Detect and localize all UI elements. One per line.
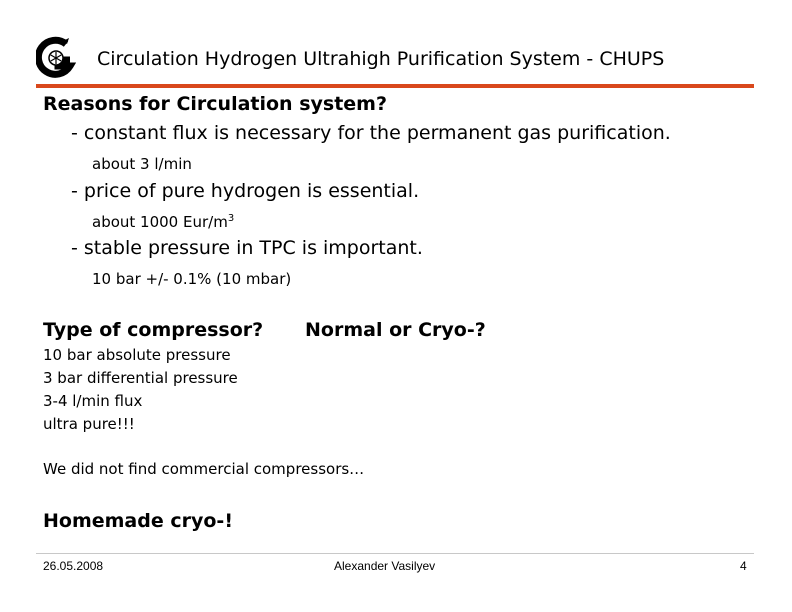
note-text: We did not find commercial compressors… xyxy=(43,460,365,478)
section-heading-reasons: Reasons for Circulation system? xyxy=(43,93,387,115)
bullet-detail: about 3 l/min xyxy=(92,155,192,173)
bullet-detail: 10 bar +/- 0.1% (10 mbar) xyxy=(92,270,292,288)
section-heading-question: Normal or Cryo-? xyxy=(305,319,486,341)
footer-date: 26.05.2008 xyxy=(43,559,104,573)
spec-line: 3-4 l/min flux xyxy=(43,392,143,410)
spec-line: ultra pure!!! xyxy=(43,415,135,433)
bullet-item: - stable pressure in TPC is important. xyxy=(71,237,423,259)
footer-author: Alexander Vasilyev xyxy=(334,559,436,573)
bullet-detail-text: about 1000 Eur/m xyxy=(92,213,228,231)
superscript: 3 xyxy=(227,213,235,224)
institute-logo-icon xyxy=(36,36,76,80)
bullet-item: - constant flux is necessary for the permanent gas purification. xyxy=(71,122,671,144)
footer-divider xyxy=(36,553,754,554)
page-number: 4 xyxy=(740,559,747,573)
bullet-item: - price of pure hydrogen is essential. xyxy=(71,180,420,202)
section-heading-compressor: Type of compressor? xyxy=(43,319,264,341)
title-divider xyxy=(36,84,754,88)
spec-line: 10 bar absolute pressure xyxy=(43,346,231,364)
bullet-detail xyxy=(92,213,234,231)
spec-line: 3 bar differential pressure xyxy=(43,369,238,387)
slide-title: Circulation Hydrogen Ultrahigh Purification System - CHUPS xyxy=(97,48,665,70)
section-heading-homemade: Homemade cryo-! xyxy=(43,510,233,532)
